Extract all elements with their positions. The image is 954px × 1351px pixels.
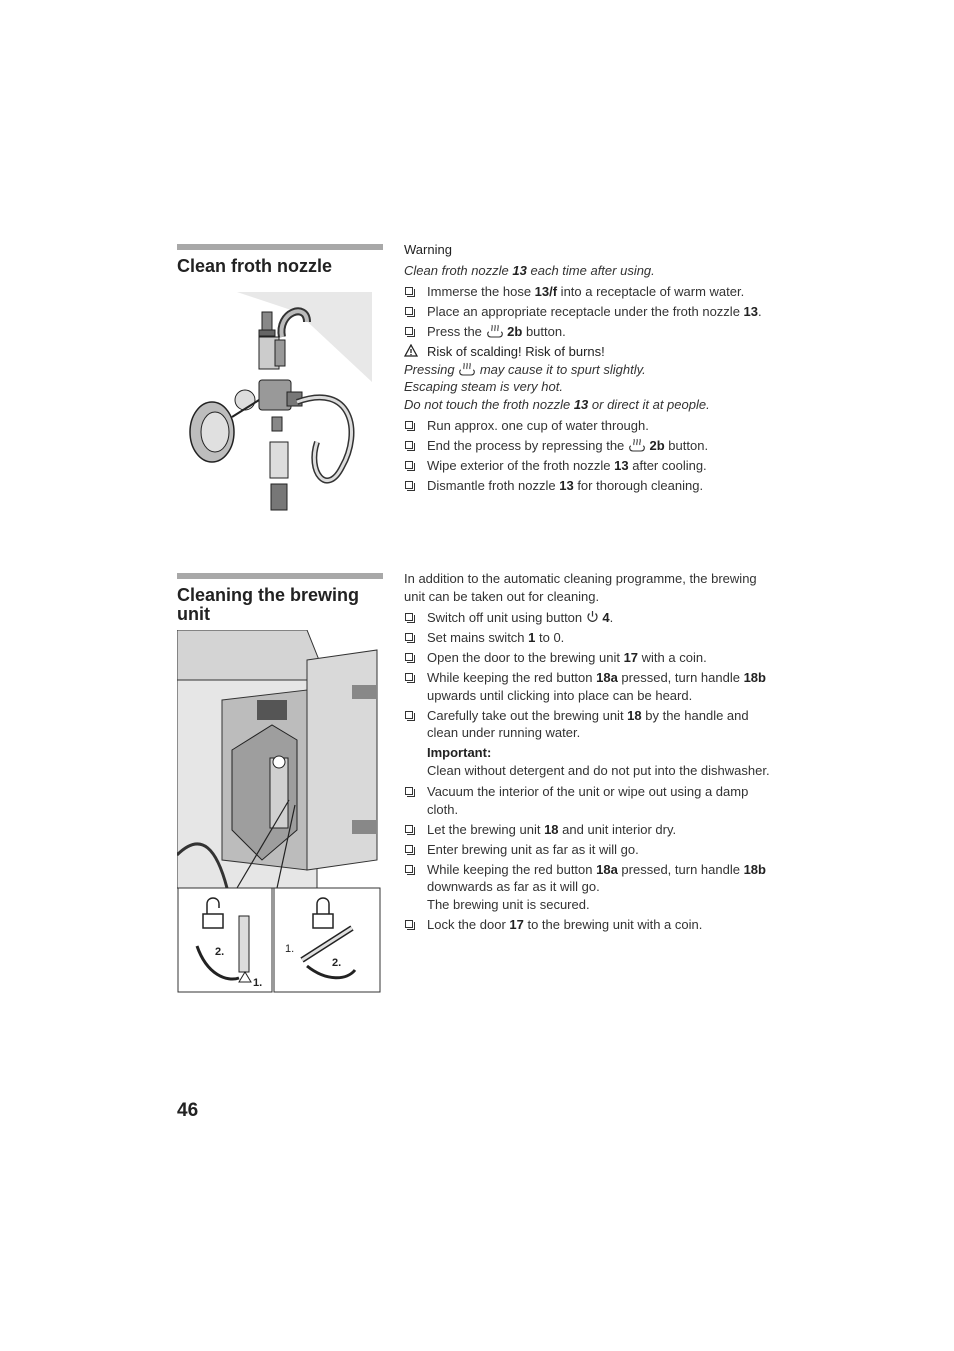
text: Dismantle froth nozzle [427, 478, 560, 493]
text: pressed, turn handle [617, 670, 744, 685]
ref-number: 13/f [534, 284, 558, 299]
steam-icon [458, 362, 476, 377]
ref-number: 2b [649, 438, 665, 453]
caution-line [404, 396, 776, 414]
list-item [404, 821, 776, 839]
checkbox-bullet-icon [405, 825, 413, 833]
text: Switch off unit using button [427, 610, 586, 625]
checkbox-bullet-icon [405, 633, 413, 641]
text: may cause it to spurt slightly. [476, 361, 646, 377]
froth-steps-list [404, 283, 776, 341]
checkbox-bullet-icon [405, 307, 413, 315]
list-item [404, 457, 776, 475]
list-item [404, 669, 776, 704]
text: to 0. [535, 630, 565, 645]
warning-triangle-icon [404, 344, 418, 357]
text: to the brewing unit with a coin. [523, 916, 703, 932]
risk-text: Risk of scalding! Risk of burns! [427, 344, 605, 359]
brewing-instructions [404, 570, 776, 936]
list-item [404, 283, 776, 301]
intro-text: In addition to the automatic cleaning programme, the brewing unit can be taken out for cleaning. [404, 571, 757, 604]
text: Wipe exterior of the froth nozzle [427, 458, 615, 473]
text: Press the [427, 324, 486, 339]
figure-step-label: 1. [253, 977, 263, 989]
text: for thorough cleaning. [573, 478, 704, 493]
list-item [404, 861, 776, 914]
warning-intro [404, 262, 776, 280]
ref-number: 17 [623, 650, 639, 665]
text: Let the brewing unit [427, 821, 545, 837]
warning-title: Warning [404, 242, 452, 257]
checkbox-bullet-icon [405, 441, 413, 449]
ref-number: 13 [743, 304, 759, 319]
risk-warning [404, 343, 776, 361]
checkbox-bullet-icon [405, 653, 413, 661]
text: Enter brewing unit as far as it will go. [427, 841, 639, 857]
caution-line [404, 361, 776, 379]
steam-icon [628, 438, 646, 453]
ref-number: 18b [743, 670, 766, 685]
ref-number: 17 [509, 916, 524, 932]
figure-step-label: 1. [285, 943, 295, 955]
important-title: Important: [427, 745, 492, 760]
list-item [404, 649, 776, 667]
ref-number: 1 [528, 630, 536, 645]
figure-step-label: 2. [215, 946, 225, 958]
checkbox-bullet-icon [405, 613, 413, 621]
text: upwards until clicking into place can be heard. [427, 687, 693, 703]
important-text: Clean without detergent and do not put into the dishwasher. [427, 762, 770, 778]
ref-number: 18 [544, 821, 559, 837]
power-icon [586, 610, 599, 623]
text: The brewing unit is secured. [427, 896, 590, 912]
ref-number: 13 [512, 262, 527, 278]
brewing-steps-list-2 [404, 783, 776, 933]
list-item [404, 783, 776, 818]
checkbox-bullet-icon [405, 327, 413, 335]
ref-number: 13 [614, 458, 629, 473]
checkbox-bullet-icon [405, 481, 413, 489]
text: Do not touch the froth nozzle [404, 396, 574, 412]
text: End the process by repressing the [427, 438, 628, 453]
figure-step-label: 2. [332, 957, 342, 969]
list-item [404, 323, 776, 341]
text: after cooling. [628, 458, 707, 473]
ref-number: 18 [627, 707, 642, 723]
text: . [609, 610, 614, 625]
text: pressed, turn handle [617, 861, 744, 877]
checkbox-bullet-icon [405, 461, 413, 469]
text: Carefully take out the brewing unit [427, 707, 628, 723]
froth-nozzle-illustration [177, 292, 372, 514]
section-rule [177, 573, 383, 579]
ref-number: 2b [507, 324, 523, 339]
text: or direct it at people. [588, 396, 710, 412]
brewing-steps-list [404, 609, 776, 742]
checkbox-bullet-icon [405, 920, 413, 928]
text: downwards as far as it will go. [427, 879, 600, 894]
list-item [404, 437, 776, 455]
section-heading-brewing: Cleaning the brewing unit [177, 585, 360, 624]
caution-line: Escaping steam is very hot. [404, 379, 563, 394]
list-item [404, 303, 776, 321]
text: . [758, 304, 762, 319]
text: Place an appropriate receptacle under the froth nozzle [427, 304, 744, 319]
checkbox-bullet-icon [405, 287, 413, 295]
text: While keeping the red button [427, 670, 597, 685]
text: into a receptacle of warm water. [557, 284, 745, 299]
checkbox-bullet-icon [405, 673, 413, 681]
text: button. [664, 438, 709, 453]
page-number: 46 [177, 1100, 199, 1121]
checkbox-bullet-icon [405, 711, 413, 719]
text: Set mains switch [427, 630, 529, 645]
checkbox-bullet-icon [405, 421, 413, 429]
list-item [404, 841, 776, 859]
section-heading-froth: Clean froth nozzle [177, 256, 333, 276]
checkbox-bullet-icon [405, 865, 413, 873]
froth-steps-list-2 [404, 417, 776, 495]
text: Clean froth nozzle [404, 262, 513, 278]
text: button. [522, 324, 566, 339]
ref-number: 4 [602, 610, 610, 625]
list-item [404, 609, 776, 627]
important-note [404, 744, 776, 779]
froth-instructions [404, 241, 776, 497]
ref-number: 18b [743, 861, 766, 877]
ref-number: 13 [573, 396, 589, 412]
text: Run approx. one cup of water through. [427, 418, 649, 433]
text: each time after using. [526, 262, 655, 278]
list-item [404, 916, 776, 934]
text: Open the door to the brewing unit [427, 650, 624, 665]
list-item [404, 417, 776, 435]
text: Pressing [404, 361, 459, 377]
checkbox-bullet-icon [405, 787, 413, 795]
list-item [404, 629, 776, 647]
ref-number: 18a [596, 861, 618, 877]
checkbox-bullet-icon [405, 845, 413, 853]
section-rule [177, 244, 383, 250]
text: by the handle and clean under running water. [427, 707, 749, 740]
text: Immerse the hose [427, 284, 535, 299]
text: Lock the door [427, 916, 510, 932]
text: with a coin. [638, 650, 707, 665]
steam-icon [486, 324, 504, 339]
text: and unit interior dry. [558, 821, 677, 837]
text: While keeping the red button [427, 861, 597, 877]
brewing-unit-illustration [177, 630, 382, 994]
list-item [404, 477, 776, 495]
ref-number: 18a [596, 670, 618, 685]
text: Vacuum the interior of the unit or wipe out using a damp cloth. [427, 784, 749, 817]
ref-number: 13 [559, 478, 574, 493]
list-item [404, 707, 776, 742]
